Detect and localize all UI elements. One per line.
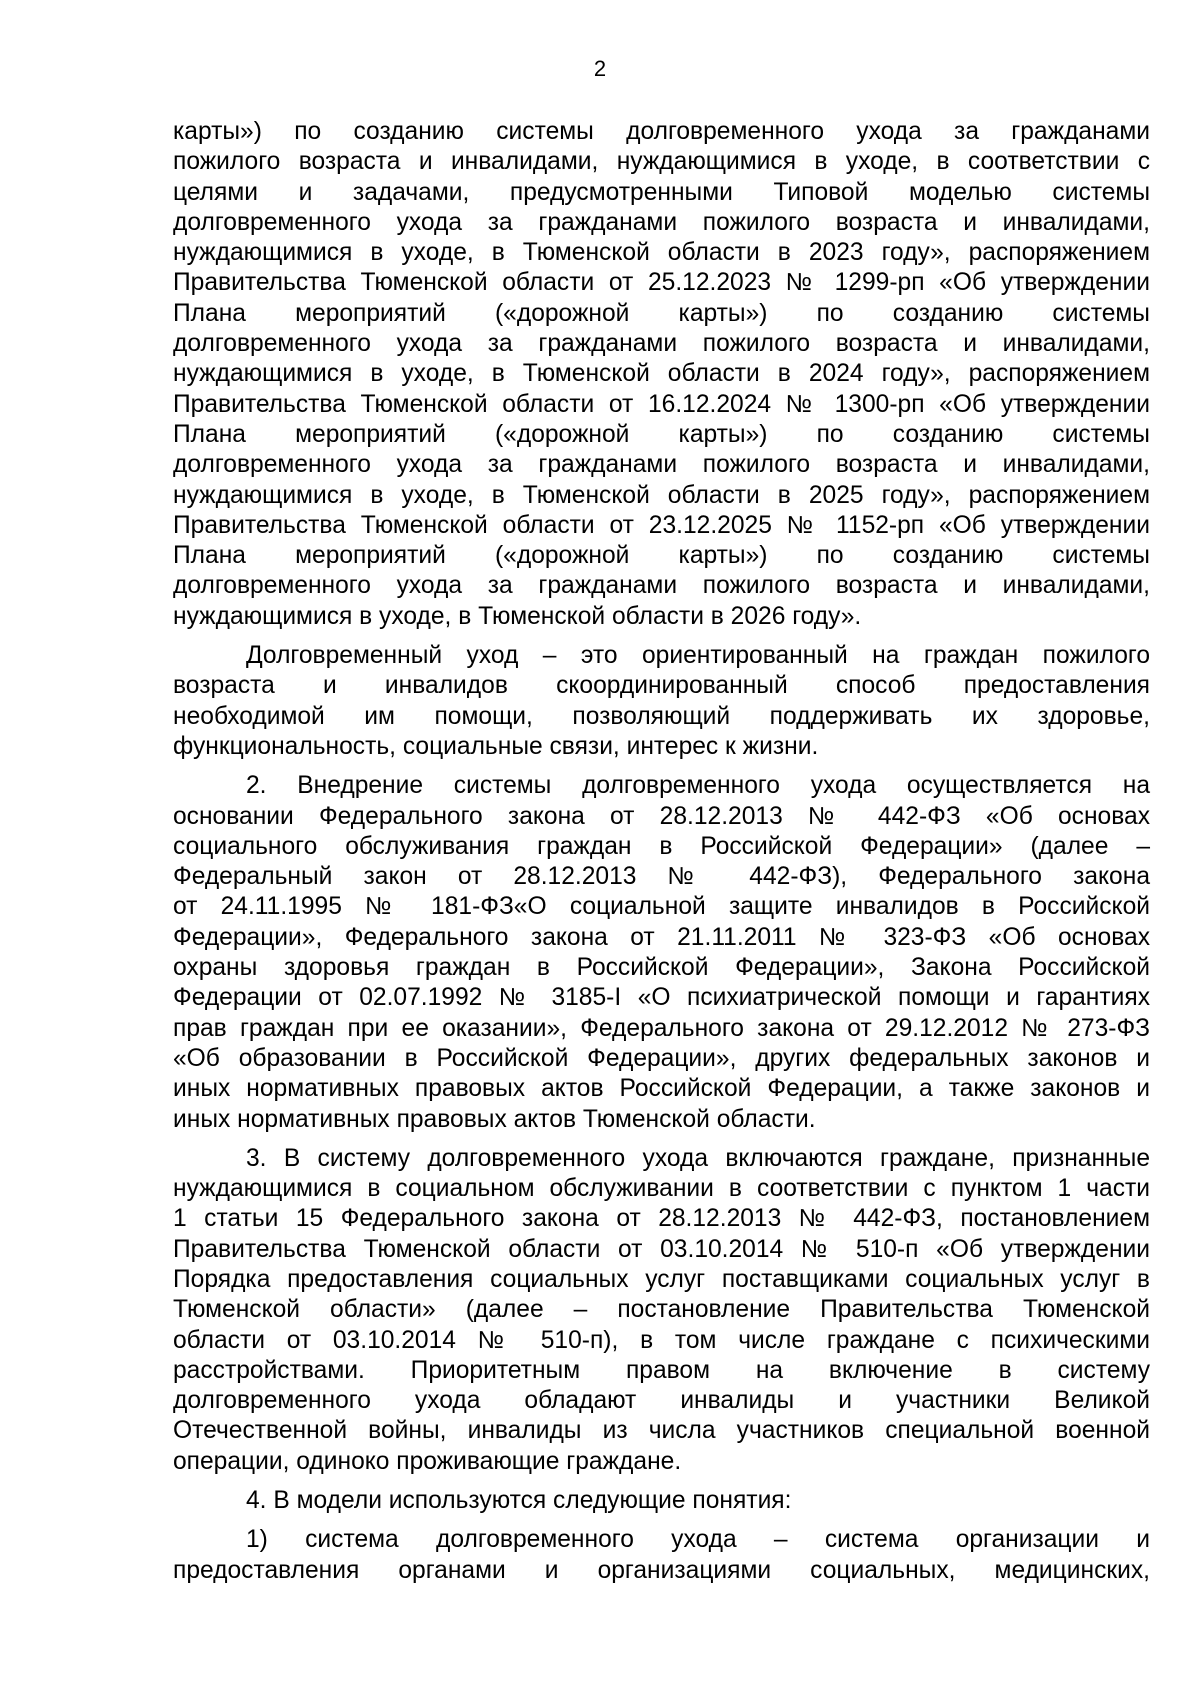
paragraph-item-4: [173, 1486, 1150, 1516]
text-line: Плана мероприятий («дорожной карты») по созданию системы: [173, 299, 1150, 327]
text-line: нуждающимися в социальном обслуживании в соответствии с пунктом 1 части: [173, 1175, 1150, 1203]
text-line: функциональность, социальные связи, интерес к жизни.: [173, 732, 819, 760]
text-line: расстройствами. Приоритетным правом на включение в систему: [173, 1356, 1150, 1384]
text-line: Правительства Тюменской области от 25.12.2023 № 1299-рп «Об утверждении: [173, 269, 1150, 297]
text-line: долговременного ухода за гражданами пожилого возраста и инвалидами,: [173, 572, 1150, 600]
text-line: нуждающимися в уходе, в Тюменской области в 2024 году», распоряжением: [173, 360, 1150, 388]
text-line: необходимой им помощи, позволяющий поддерживать их здоровье,: [173, 702, 1150, 730]
text-line: 3. В систему долговременного ухода включаются граждане, признанные: [246, 1144, 1150, 1172]
text-line: операции, одиноко проживающие граждане.: [173, 1447, 682, 1475]
text-line: 4. В модели используются следующие понятия:: [246, 1487, 792, 1515]
text-line: Тюменской области» (далее – постановление Правительства Тюменской: [173, 1296, 1150, 1324]
text-line: Правительства Тюменской области от 23.12.2025 № 1152-рп «Об утверждении: [173, 511, 1150, 539]
text-line: Отечественной войны, инвалиды из числа участников специальной военной: [173, 1417, 1150, 1445]
paragraph-item-2: [173, 771, 1150, 1135]
paragraph-1-continuation: [173, 117, 1150, 632]
text-line: пожилого возраста и инвалидами, нуждающимися в уходе, в соответствии с: [173, 148, 1150, 176]
document-body: [173, 117, 1150, 1586]
text-line: 1) система долговременного ухода – система организации и: [246, 1526, 1150, 1554]
text-line: нуждающимися в уходе, в Тюменской области в 2026 году».: [173, 602, 862, 630]
text-line: области от 03.10.2014 № 510-п), в том числе граждане с психическими: [173, 1326, 1150, 1354]
text-line: 2. Внедрение системы долговременного ухода осуществляется на: [246, 772, 1150, 800]
text-line: Правительства Тюменской области от 16.12.2024 № 1300-рп «Об утверждении: [173, 390, 1150, 418]
text-line: 1 статьи 15 Федерального закона от 28.12.2013 № 442-ФЗ, постановлением: [173, 1205, 1150, 1233]
text-line: от 24.11.1995 № 181-ФЗ«О социальной защите инвалидов в Российской: [173, 893, 1150, 921]
text-line: долговременного ухода за гражданами пожилого возраста и инвалидами,: [173, 330, 1150, 358]
paragraph-long-term-care-definition: [173, 641, 1150, 762]
text-line: Долговременный уход – это ориентированный на граждан пожилого: [246, 642, 1150, 670]
text-line: Порядка предоставления социальных услуг поставщиками социальных услуг в: [173, 1265, 1150, 1293]
text-line: Плана мероприятий («дорожной карты») по созданию системы: [173, 542, 1150, 570]
text-line: иных нормативных правовых актов Российской Федерации, а также законов и: [173, 1075, 1150, 1103]
text-line: Федерации от 02.07.1992 № 3185-I «О психиатрической помощи и гарантиях: [173, 984, 1150, 1012]
text-line: целями и задачами, предусмотренными Типовой моделью системы: [173, 178, 1150, 206]
text-line: Федеральный закон от 28.12.2013 № 442-ФЗ), Федерального закона: [173, 863, 1150, 891]
text-line: охраны здоровья граждан в Российской Федерации», Закона Российской: [173, 954, 1150, 982]
text-line: основании Федерального закона от 28.12.2013 № 442-ФЗ «Об основах: [173, 802, 1150, 830]
text-line: иных нормативных правовых актов Тюменской области.: [173, 1105, 816, 1133]
text-line: нуждающимися в уходе, в Тюменской области в 2025 году», распоряжением: [173, 481, 1150, 509]
text-line: социального обслуживания граждан в Российской Федерации» (далее –: [173, 832, 1150, 860]
text-line: «Об образовании в Российской Федерации», других федеральных законов и: [173, 1044, 1150, 1072]
text-line: возраста и инвалидов скоординированный способ предоставления: [173, 672, 1150, 700]
text-line: долговременного ухода обладают инвалиды и участники Великой: [173, 1387, 1150, 1415]
text-line: предоставления органами и организациями социальных, медицинских,: [173, 1556, 1150, 1584]
text-line: Федерации», Федерального закона от 21.11.2011 № 323-ФЗ «Об основах: [173, 923, 1150, 951]
paragraph-item-3: [173, 1144, 1150, 1477]
page-number: 2: [593, 56, 607, 81]
text-line: карты») по созданию системы долговременного ухода за гражданами: [173, 118, 1150, 145]
text-line: долговременного ухода за гражданами пожилого возраста и инвалидами,: [173, 451, 1150, 479]
paragraph-subitem-1: [173, 1525, 1150, 1586]
text-line: нуждающимися в уходе, в Тюменской области в 2023 году», распоряжением: [173, 239, 1150, 267]
text-line: Правительства Тюменской области от 03.10.2014 № 510-п «Об утверждении: [173, 1235, 1150, 1263]
text-line: Плана мероприятий («дорожной карты») по созданию системы: [173, 420, 1150, 448]
text-line: прав граждан при ее оказании», Федерального закона от 29.12.2012 № 273-ФЗ: [173, 1014, 1150, 1042]
text-line: долговременного ухода за гражданами пожилого возраста и инвалидами,: [173, 208, 1150, 236]
